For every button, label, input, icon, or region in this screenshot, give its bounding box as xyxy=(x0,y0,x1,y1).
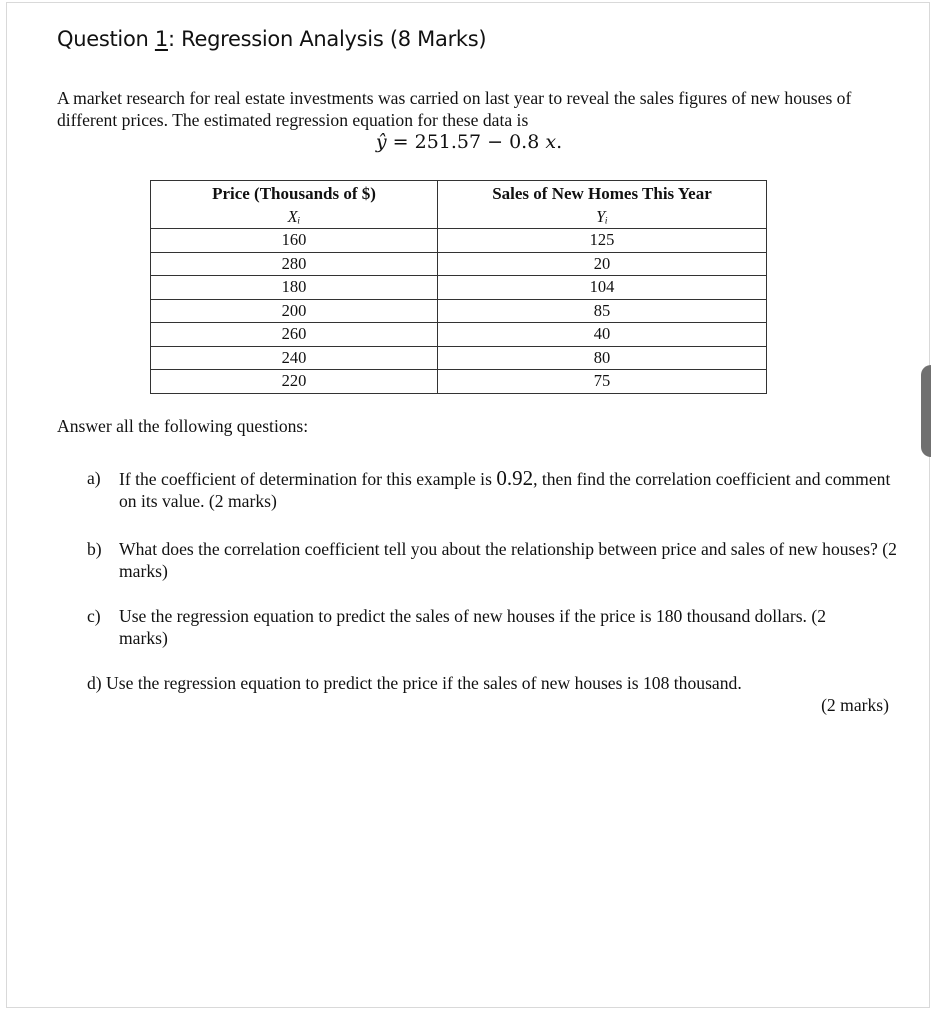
sales-cell: 104 xyxy=(438,276,767,300)
intro-paragraph: A market research for real estate investments was carried on last year to reveal the sales figures of new houses of different prices. The estimated regression equation for these data is xyxy=(57,88,852,130)
item-label: d) xyxy=(87,673,102,693)
question-item-c xyxy=(87,605,927,649)
item-text: Use the regression equation to predict the sales of new houses if the price is 180 thousand dollars. (2 marks) xyxy=(119,606,826,648)
equation-variable: x xyxy=(545,131,557,153)
table-row xyxy=(151,252,767,276)
sales-cell: 85 xyxy=(438,299,767,323)
question-item-d xyxy=(87,672,889,716)
item-text: Use the regression equation to predict the price if the sales of new houses is 108 thousand. xyxy=(101,673,742,693)
item-label: a) xyxy=(87,468,101,488)
sales-cell: 20 xyxy=(438,252,767,276)
price-cell: 260 xyxy=(151,323,438,347)
item-label: c) xyxy=(87,606,101,626)
table-symbol-row xyxy=(151,206,767,229)
header-price: Price (Thousands of $) xyxy=(151,181,438,207)
table-row xyxy=(151,346,767,370)
table-row xyxy=(151,276,767,300)
table-row xyxy=(151,229,767,253)
price-cell: 280 xyxy=(151,252,438,276)
question-title-rest: : Regression Analysis (8 Marks) xyxy=(167,27,487,51)
item-d-marks: (2 marks) xyxy=(821,695,889,715)
regression-equation xyxy=(7,131,931,153)
equation-rhs: = 251.57 − 0.8 xyxy=(386,131,546,153)
table-row xyxy=(151,370,767,394)
symbol-y: Yᵢ xyxy=(438,206,767,229)
equation-end: . xyxy=(556,131,563,153)
sales-cell: 40 xyxy=(438,323,767,347)
sales-cell: 80 xyxy=(438,346,767,370)
side-scroll-handle[interactable] xyxy=(921,365,931,457)
document-page xyxy=(6,2,930,1008)
table-row xyxy=(151,323,767,347)
price-cell: 240 xyxy=(151,346,438,370)
item-a-number: 0.92 xyxy=(496,466,534,490)
sales-cell: 125 xyxy=(438,229,767,253)
price-cell: 220 xyxy=(151,370,438,394)
symbol-x: Xᵢ xyxy=(151,206,438,229)
instructions: Answer all the following questions: xyxy=(57,416,309,436)
item-label: b) xyxy=(87,539,102,559)
item-text: What does the correlation coefficient tell you about the relationship between price and sales of new houses? (2 marks) xyxy=(119,539,897,581)
data-table xyxy=(150,180,767,394)
question-title xyxy=(57,27,486,51)
question-number: 1 xyxy=(154,27,168,51)
price-cell: 200 xyxy=(151,299,438,323)
question-item-a xyxy=(87,467,927,511)
price-cell: 160 xyxy=(151,229,438,253)
sales-cell: 75 xyxy=(438,370,767,394)
item-a-text-before: If the coefficient of determination for this example is xyxy=(119,469,497,489)
question-title-prefix: Question xyxy=(57,27,155,51)
table-row xyxy=(151,299,767,323)
price-cell: 180 xyxy=(151,276,438,300)
equation-lhs: ŷ xyxy=(375,131,387,153)
header-sales: Sales of New Homes This Year xyxy=(438,181,767,207)
item-a-text-after: , then find the correlation coefficient and comment on its value. (2 marks) xyxy=(119,469,891,511)
question-item-b xyxy=(87,538,927,582)
item-text xyxy=(119,467,909,512)
table-header-row xyxy=(151,181,767,207)
